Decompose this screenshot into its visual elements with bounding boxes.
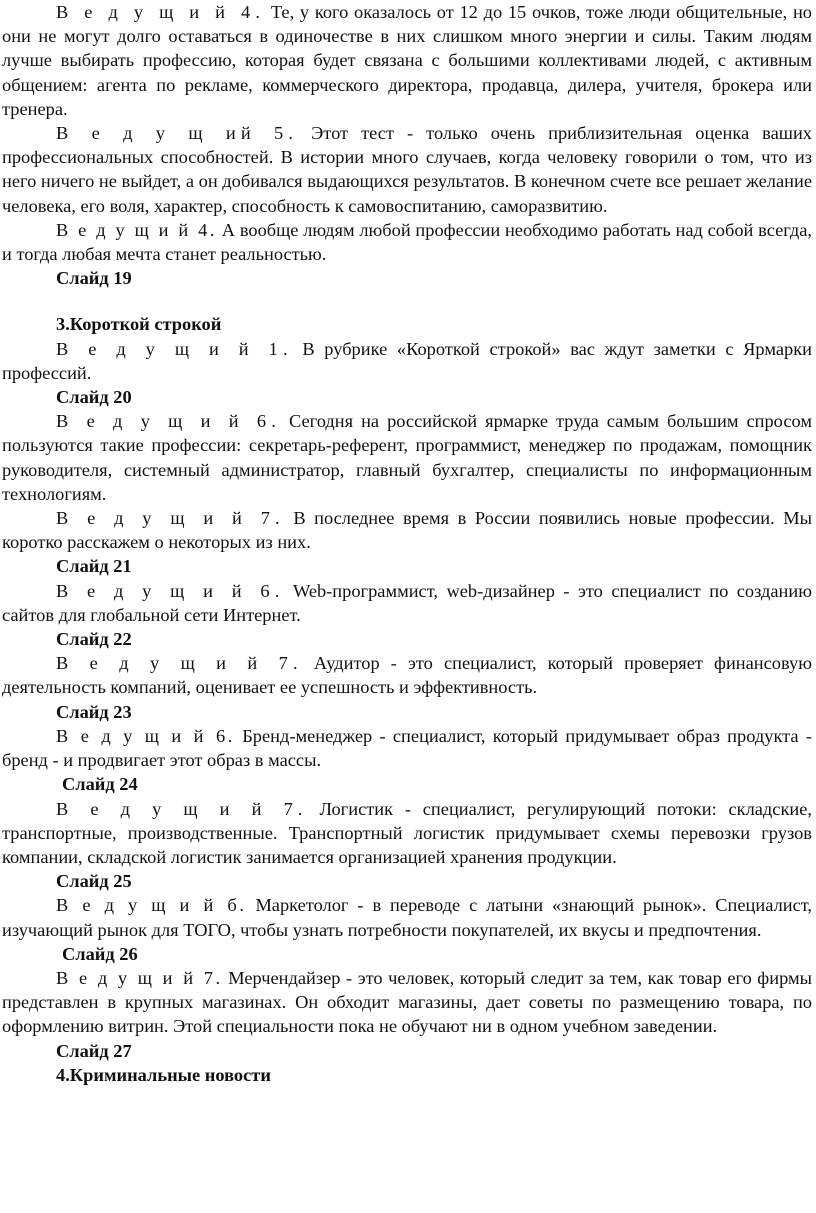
body-paragraph [2, 966, 812, 1039]
body-paragraph [2, 121, 812, 218]
body-paragraph [2, 506, 812, 554]
section-heading: Слайд 25 [56, 871, 132, 892]
section-heading: Слайд 19 [56, 268, 132, 289]
speaker-label: В е д у щ и й 6. [56, 411, 282, 432]
body-paragraph [2, 0, 812, 121]
body-paragraph [2, 893, 812, 941]
section-heading: Слайд 26 [62, 943, 138, 964]
section-heading [2, 1063, 812, 1087]
speaker-label: В е д у щ и й б. [56, 895, 247, 916]
body-paragraph [2, 651, 812, 699]
speaker-label: В е д у щ и й 4. [56, 2, 266, 22]
paragraph-text: Логистик - специалист, регулирующий потоки: складские, транспортные, производственные. Транспортный логистик придумывает схемы перевозки грузов компании, складской логистик занимается организацией хранения продукции. [2, 798, 812, 867]
heading-text: .Криминальные новости [65, 1064, 271, 1085]
section-heading: Слайд 20 [56, 387, 132, 408]
section-heading: Слайд 24 [62, 774, 138, 795]
paragraph-text: Web-программист, web-дизайнер - это специалист по созданию сайтов для глобальной сети Интернет. [2, 580, 812, 625]
body-paragraph [2, 409, 812, 506]
heading-number: 4 [56, 1064, 66, 1085]
body-paragraph [2, 797, 812, 870]
speaker-label: В е д у щ и й 4. [56, 219, 218, 240]
paragraph-text: Сегодня на российской ярмарке труда самым большим спросом пользуются такие профессии: секретарь-референт, программист, менеджер по продажам, помощник руководителя, системный администратор, главный бухгалтер, специалисты по информационным технологиям. [2, 411, 812, 504]
body-paragraph [2, 218, 812, 266]
paragraph-text: А вообще людям любой профессии необходимо работать над собой всегда, и тогда любая мечта станет реальностью. [2, 219, 812, 265]
section-heading: Слайд 23 [56, 701, 132, 722]
speaker-label: В е д у щ и й 7. [56, 967, 223, 988]
paragraph-text: В рубрике «Короткой строкой» вас ждут заметки с Ярмарки профессий. [2, 338, 812, 383]
body-paragraph [2, 337, 812, 385]
paragraph-text: Те, у кого оказалось от 12 до 15 очков, тоже люди общительные, но они не могут долго оставаться в одиночестве в них слишком много энергии и силы. Таким людям лучше выбирать профессию, которая будет связана с большими коллективами людей, с активным общением: агента по рекламе, коммерческого директора, продавца, дилера, учителя, брокера или тренера. [2, 2, 812, 119]
speaker-label: В е д у щ и й 6. [56, 725, 235, 746]
section-heading: 3.Короткой строкой [56, 314, 222, 335]
speaker-label: В е д у щ и й 7. [56, 508, 285, 529]
section-heading: Слайд 27 [56, 1040, 132, 1061]
paragraph-text: Маркетолог - в переводе с латыни «знающий рынок». Специалист, изучающий рынок для ТОГО, чтобы узнать потребности покупателей, их вкусы и предпочтения. [2, 895, 812, 940]
body-paragraph [2, 579, 812, 627]
paragraph-text: В последнее время в России появились новые профессии. Мы коротко расскажем о некоторых из них. [2, 508, 812, 553]
body-paragraph [2, 724, 812, 772]
speaker-label: В е д у щ ий 5. [56, 123, 299, 144]
paragraph-text: Аудитор - это специалист, который проверяет финансовую деятельность компаний, оценивает ее успешность и эффективность. [2, 653, 812, 698]
speaker-label: В е д у щ и й 6. [56, 580, 285, 601]
speaker-label: В е д у щ и й 7. [56, 653, 303, 674]
speaker-label: В е д у щ и й 1. [56, 338, 293, 359]
section-heading: Слайд 22 [56, 629, 132, 650]
paragraph-text: Этот тест - только очень приблизительная оценка ваших профессиональных способностей. В истории много случаев, когда человеку говорили о том, что из него ничего не выйдет, а он добивался выдающихся результатов. В конечном счете все решает желание человека, его воля, характер, способность к самовоспитанию, саморазвитию. [2, 123, 812, 216]
paragraph-text: Мерчендайзер - это человек, который следит за тем, как товар его фирмы представлен в крупных магазинах. Он обходит магазины, дает советы по размещению товара, по оформлению витрин. Этой специальности пока не обучают ни в одном учебном заведении. [2, 967, 812, 1037]
paragraph-text: Бренд-менеджер - специалист, который придумывает образ продукта - бренд - и продвигает этот образ в массы. [2, 725, 812, 771]
section-heading: Слайд 21 [56, 556, 132, 577]
speaker-label: В е д у щ и й 7. [56, 798, 308, 819]
